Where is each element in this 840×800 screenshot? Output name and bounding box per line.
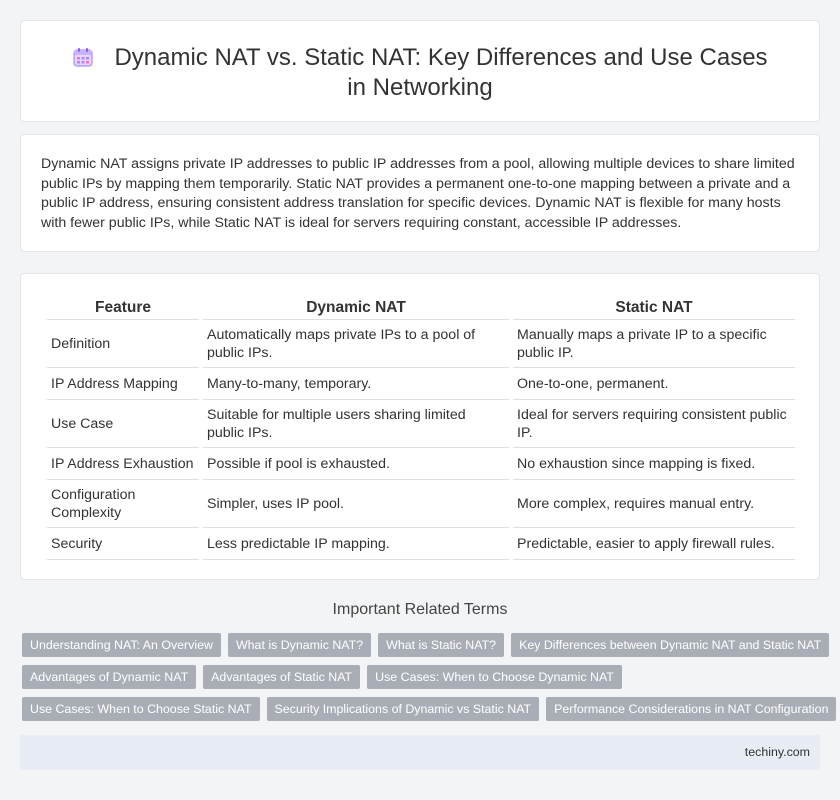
- comparison-card: [20, 273, 820, 580]
- table-header-row: [47, 296, 795, 320]
- summary-card: [20, 134, 820, 252]
- row-static: One-to-one, permanent.: [513, 368, 795, 400]
- row-feature: IP Address Exhaustion: [47, 448, 199, 480]
- footer: [20, 735, 820, 770]
- table-row: [47, 528, 795, 560]
- table-row: [47, 400, 795, 448]
- related-tag[interactable]: Advantages of Dynamic NAT: [22, 665, 196, 689]
- table-row: [47, 368, 795, 400]
- related-terms-heading: Important Related Terms: [332, 601, 508, 618]
- footer-site-link[interactable]: techiny.com: [744, 745, 810, 759]
- row-feature: Definition: [47, 320, 199, 368]
- page-title-wrap: [21, 43, 819, 103]
- related-tag[interactable]: Advantages of Static NAT: [203, 665, 360, 689]
- related-tag[interactable]: Key Differences between Dynamic NAT and Static NAT: [511, 633, 829, 657]
- row-feature: Configuration Complexity: [47, 480, 199, 528]
- related-tag[interactable]: Use Cases: When to Choose Static NAT: [22, 697, 260, 721]
- row-static: Predictable, easier to apply firewall rules.: [513, 528, 795, 560]
- title-card: [20, 20, 820, 122]
- row-dynamic: Many-to-many, temporary.: [203, 368, 509, 400]
- tag-row: [22, 697, 829, 721]
- row-dynamic: Less predictable IP mapping.: [203, 528, 509, 560]
- table-row: [47, 480, 795, 528]
- header-static-nat: Static NAT: [513, 296, 795, 320]
- header-feature: Feature: [47, 296, 199, 320]
- related-tag[interactable]: Understanding NAT: An Overview: [22, 633, 221, 657]
- table-row: [47, 320, 795, 368]
- row-dynamic: Possible if pool is exhausted.: [203, 448, 509, 480]
- row-static: Ideal for servers requiring consistent public IP.: [513, 400, 795, 448]
- page-title: Dynamic NAT vs. Static NAT: Key Differences and Use Cases in Networking: [114, 44, 768, 101]
- row-dynamic: Suitable for multiple users sharing limited public IPs.: [203, 400, 509, 448]
- related-tag[interactable]: Use Cases: When to Choose Dynamic NAT: [367, 665, 622, 689]
- row-static: Manually maps a private IP to a specific public IP.: [513, 320, 795, 368]
- related-tag[interactable]: Performance Considerations in NAT Configuration: [546, 697, 836, 721]
- related-tag[interactable]: Security Implications of Dynamic vs Static NAT: [267, 697, 540, 721]
- calendar-icon: [72, 46, 94, 68]
- related-terms-list: [22, 633, 829, 729]
- summary-text: Dynamic NAT assigns private IP addresses to public IP addresses from a pool, allowing multiple devices to share limited public IPs by mapping them temporarily. Static NAT provides a permanent one-to-one mapping between a private and a public IP address, ensuring consistent address translation for specific devices. Dynamic NAT is flexible for many hosts with fewer public IPs, while Static NAT is ideal for servers requiring constant, accessible IP addresses.: [41, 156, 795, 231]
- row-static: More complex, requires manual entry.: [513, 480, 795, 528]
- tag-row: [22, 633, 822, 657]
- table-row: [47, 448, 795, 480]
- tag-row: [22, 665, 822, 689]
- comparison-table: [43, 296, 799, 560]
- related-tag[interactable]: What is Dynamic NAT?: [228, 633, 371, 657]
- header-dynamic-nat: Dynamic NAT: [203, 296, 509, 320]
- row-static: No exhaustion since mapping is fixed.: [513, 448, 795, 480]
- row-dynamic: Simpler, uses IP pool.: [203, 480, 509, 528]
- row-dynamic: Automatically maps private IPs to a pool of public IPs.: [203, 320, 509, 368]
- row-feature: IP Address Mapping: [47, 368, 199, 400]
- row-feature: Security: [47, 528, 199, 560]
- row-feature: Use Case: [47, 400, 199, 448]
- related-tag[interactable]: What is Static NAT?: [378, 633, 504, 657]
